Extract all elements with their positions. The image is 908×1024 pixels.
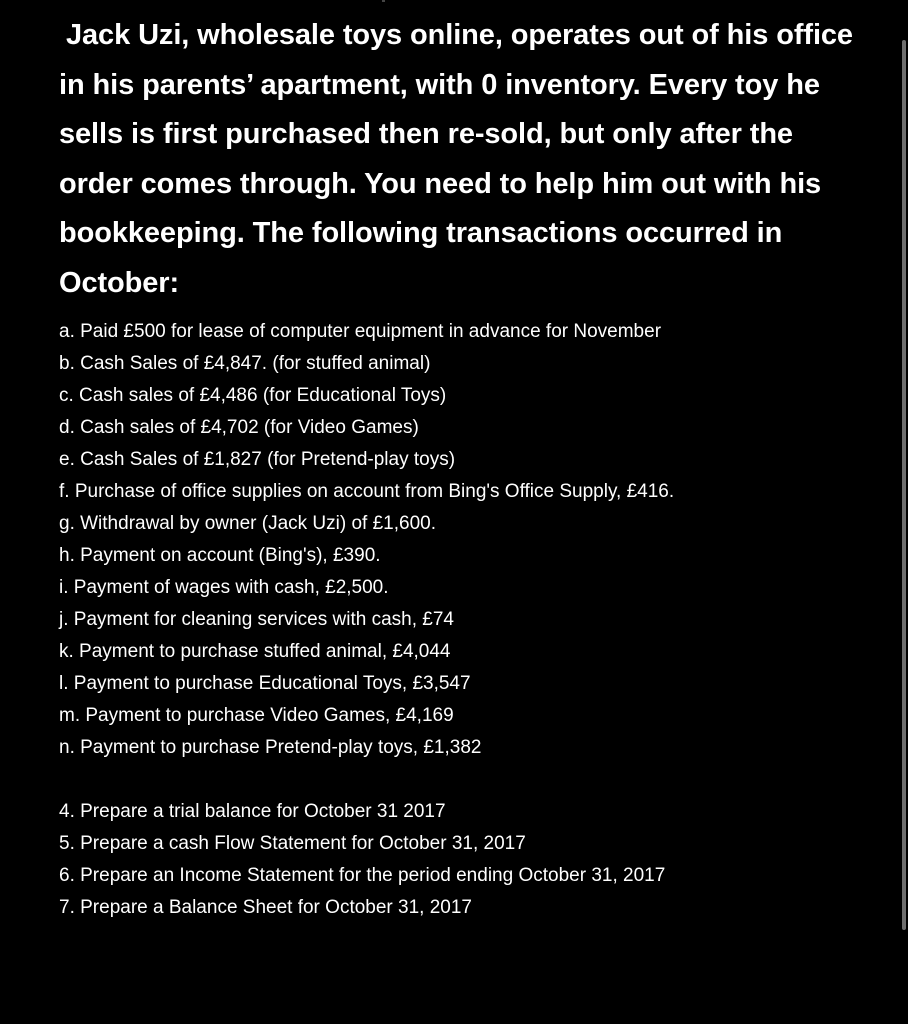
transaction-item: g. Withdrawal by owner (Jack Uzi) of £1,600. bbox=[59, 512, 436, 534]
transaction-item: i. Payment of wages with cash, £2,500. bbox=[59, 576, 389, 598]
transaction-item: j. Payment for cleaning services with cash, £74 bbox=[59, 608, 454, 630]
transaction-item: e. Cash Sales of £1,827 (for Pretend-play toys) bbox=[59, 448, 456, 470]
problem-document bbox=[59, 11, 859, 924]
transaction-item: l. Payment to purchase Educational Toys, £3,547 bbox=[59, 672, 471, 694]
problem-intro-text: Jack Uzi, wholesale toys online, operates out of his office in his parents’ apartment, with 0 inventory. Every toy he sells is first purchased then re-sold, but only after the order comes through. You need to help him out with his bookkeeping. The following transactions occurred in October: bbox=[59, 19, 853, 299]
transaction-item: c. Cash sales of £4,486 (for Educational Toys) bbox=[59, 384, 447, 406]
transaction-item: b. Cash Sales of £4,847. (for stuffed animal) bbox=[59, 352, 431, 374]
transaction-item: a. Paid £500 for lease of computer equipment in advance for November bbox=[59, 320, 662, 342]
tasks-list bbox=[59, 796, 859, 924]
vertical-scrollbar[interactable] bbox=[902, 40, 906, 930]
transaction-item: f. Purchase of office supplies on account from Bing's Office Supply, £416. bbox=[59, 480, 675, 502]
problem-intro bbox=[59, 11, 859, 309]
transaction-item: m. Payment to purchase Video Games, £4,169 bbox=[59, 704, 454, 726]
transaction-item: h. Payment on account (Bing's), £390. bbox=[59, 544, 381, 566]
task-item: 7. Prepare a Balance Sheet for October 31, 2017 bbox=[59, 896, 472, 918]
transaction-item: k. Payment to purchase stuffed animal, £4,044 bbox=[59, 640, 451, 662]
transactions-list bbox=[59, 316, 859, 764]
top-edge-mark bbox=[382, 0, 385, 2]
task-item: 5. Prepare a cash Flow Statement for October 31, 2017 bbox=[59, 832, 526, 854]
transaction-item: d. Cash sales of £4,702 (for Video Games) bbox=[59, 416, 419, 438]
transaction-item: n. Payment to purchase Pretend-play toys, £1,382 bbox=[59, 736, 482, 758]
task-item: 4. Prepare a trial balance for October 31 2017 bbox=[59, 800, 446, 822]
task-item: 6. Prepare an Income Statement for the period ending October 31, 2017 bbox=[59, 864, 666, 886]
